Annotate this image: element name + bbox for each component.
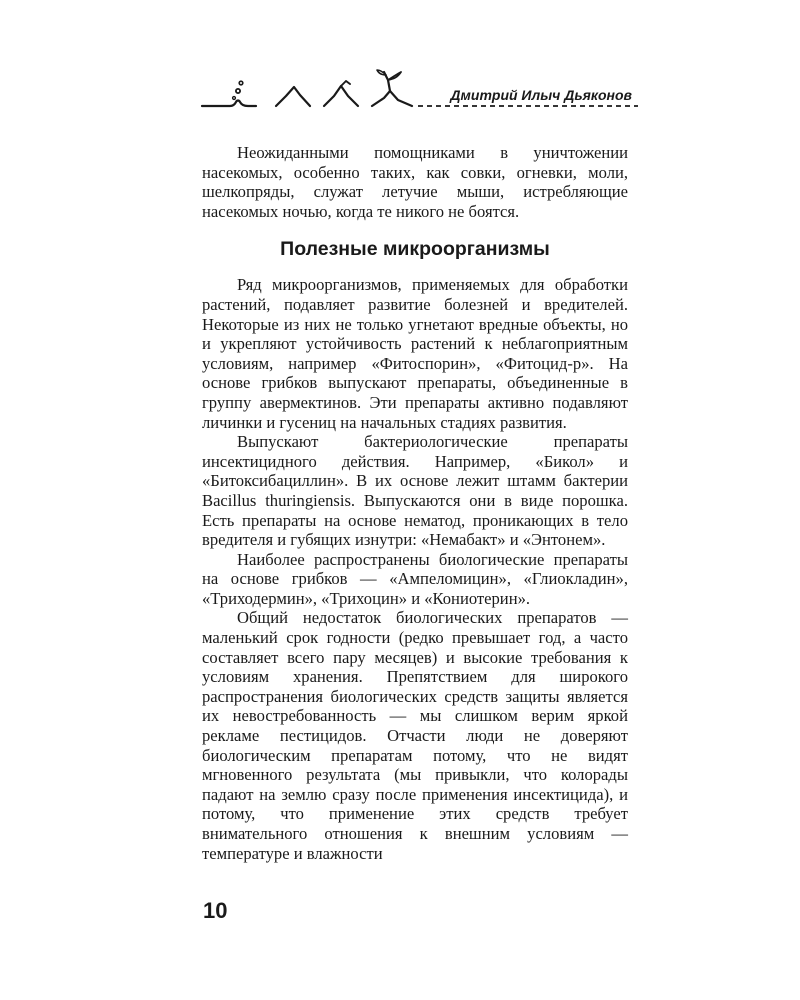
- page-body: [202, 143, 628, 863]
- paragraph: Общий недостаток биологических препаратов — маленький срок годности (редко превышает год, а часто составляет всего пару месяцев) и высокие требования к условиям хранения. Препятствием для широкого распространения биологических средств защиты является их невостребованность — мы слишком верим яркой рекламе пестицидов. Отчасти люди не доверяют биологическим препаратам потому, что не видят мгновенного результата (мы привыкли, что колорады падают на землю сразу после применения инсектицида), и потому, что применение этих средств требует внимательного отношения к внешним условиям — температуре и влажности: [202, 608, 628, 863]
- section-title: Полезные микроорганизмы: [280, 238, 550, 261]
- author-name: Дмитрий Илыч Дьяконов: [450, 87, 632, 103]
- paragraph: Наиболее распространены биологические препараты на основе грибков — «Ампеломицин», «Глиокладин», «Триходермин», «Трихоцин» и «Кониотерин».: [202, 549, 628, 608]
- paragraph: Ряд микроорганизмов, применяемых для обработки растений, подавляет развитие болезней и вредителей. Некоторые из них не только угнетают вредные объекты, но и укрепляют устойчивость растений к неблагоприятным условиям, например «Фитоспорин», «Фитоцид-р». На основе грибков выпускают препараты, объединенные в группу авермектинов. Эти препараты активно подавляют личинки и гусениц на начальных стадиях развития.: [202, 275, 628, 432]
- paragraph: Выпускают бактериологические препараты инсектицидного действия. Например, «Бикол» и «Битоксибациллин». В их основе лежит штамм бактерии Bacillus thuringiensis. Выпускаются они в виде порошка. Есть препараты на основе нематод, проникающих в тело вредителя и губящих изнутри: «Немабакт» и «Энтонем».: [202, 432, 628, 550]
- page-number: 10: [203, 898, 228, 923]
- running-header: [200, 62, 640, 118]
- paragraph: Неожиданными помощниками в уничтожении насекомых, особенно таких, как совки, огневки, моли, шелкопряды, служат летучие мыши, истребляющие насекомых ночью, когда те никого не боятся.: [202, 143, 628, 221]
